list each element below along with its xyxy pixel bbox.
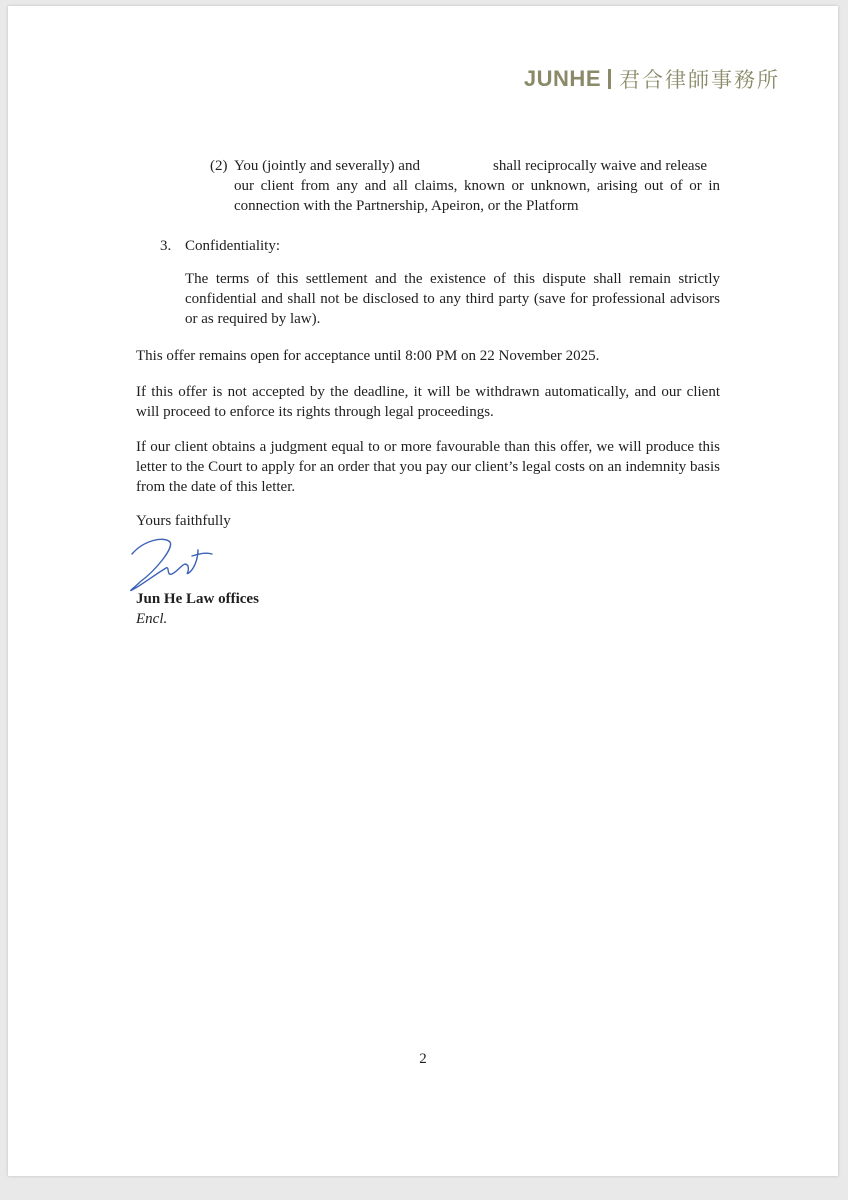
- logo-latin-text: JUNHE: [523, 66, 601, 91]
- section-3-heading: Confidentiality:: [185, 238, 280, 254]
- firm-logo: [524, 64, 780, 94]
- item-2-text-continued: our client from any and all claims, known or unknown, arising out of or in connection with the Partnership, Apeiron, or the Platform: [234, 178, 720, 214]
- item-2-number: (2): [210, 158, 228, 174]
- closing-salutation: Yours faithfully: [136, 513, 231, 529]
- item-2-text-start: You (jointly and severally) and: [234, 158, 420, 174]
- section-3-number: 3.: [160, 238, 172, 254]
- costs-paragraph: If our client obtains a judgment equal to or more favourable than this offer, we will produce this letter to the Court to apply for an order that you pay our client’s legal costs on an indemnity basis from the date of this letter.: [136, 439, 720, 495]
- deadline-paragraph: This offer remains open for acceptance until 8:00 PM on 22 November 2025.: [136, 348, 600, 364]
- withdrawal-paragraph: If this offer is not accepted by the deadline, it will be withdrawn automatically, and our client will proceed to enforce its rights through legal proceedings.: [136, 384, 720, 420]
- confidentiality-paragraph: The terms of this settlement and the existence of this dispute shall remain strictly confidential and shall not be disclosed to any third party (save for professional advisors or as required by law).: [185, 271, 720, 327]
- item-2-text-after-redaction: shall reciprocally waive and release: [493, 158, 708, 174]
- logo-divider: [608, 69, 611, 89]
- logo-chinese-text: 君合律師事務所: [619, 68, 780, 92]
- firm-name: Jun He Law offices: [136, 591, 259, 607]
- handwritten-signature: [126, 536, 236, 596]
- enclosure-note: Encl.: [136, 611, 168, 627]
- letter-page: [8, 6, 838, 1176]
- page-number: 2: [419, 1051, 427, 1067]
